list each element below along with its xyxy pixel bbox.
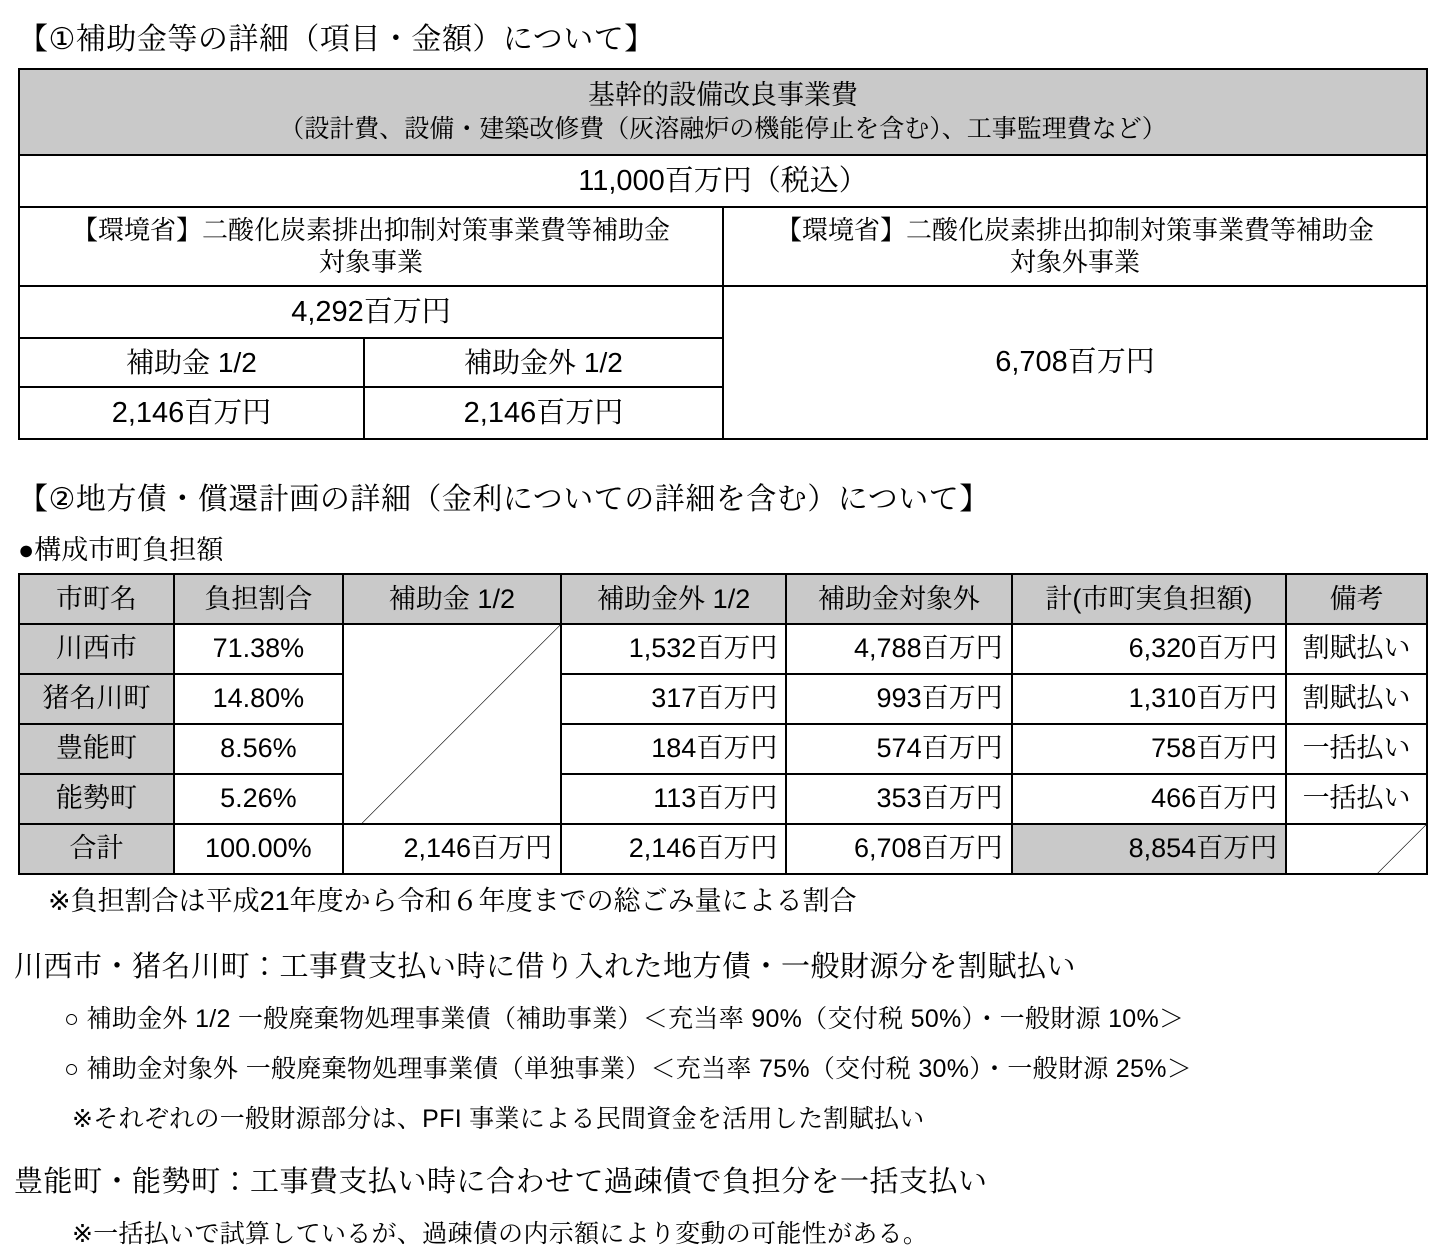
cell-total: 758百万円 <box>1012 724 1287 774</box>
table-row <box>19 155 1427 207</box>
cell-ratio: 100.00% <box>174 824 343 874</box>
cell-subsidy-half: 2,146百万円 <box>343 824 561 874</box>
cell-city: 川西市 <box>19 624 174 674</box>
cell-ratio: 5.26% <box>174 774 343 824</box>
cell-nonsubsidy-half: 1,532百万円 <box>561 624 786 674</box>
subsidy-target-subtotal: 4,292百万円 <box>19 286 723 338</box>
cell-out-of-scope: 4,788百万円 <box>786 624 1011 674</box>
col-out-of-scope: 補助金対象外 <box>786 574 1011 624</box>
cell-remarks-empty <box>1286 824 1427 874</box>
cell-subsidy-half-merged <box>343 624 561 824</box>
section1-heading: 【①補助金等の詳細（項目・金額）について】 <box>18 23 655 56</box>
subsidy-detail-table <box>18 68 1428 440</box>
table-header-row <box>19 574 1427 624</box>
section2-heading: 【②地方債・償還計画の詳細（金利についての詳細を含む）について】 <box>18 483 990 517</box>
municipal-burden-table <box>18 573 1428 875</box>
section2-subheading: ●構成市町負担額 <box>18 535 224 566</box>
table-row <box>19 624 1427 674</box>
diagonal-slash-icon <box>344 625 560 824</box>
table-row <box>19 774 1427 824</box>
col-nonsubsidy-half: 補助金外 1/2 <box>561 574 786 624</box>
subsidy-nontarget-header: 【環境省】二酸化炭素排出抑制対策事業費等補助金 対象外事業 <box>723 207 1427 286</box>
table-row <box>19 207 1427 286</box>
burden-ratio-footnote: ※負担割合は平成21年度から令和６年度までの総ごみ量による割合 <box>48 886 857 917</box>
subsidy-half-value: 2,146百万円 <box>19 387 364 439</box>
cell-out-of-scope: 574百万円 <box>786 724 1011 774</box>
cell-remarks: 割賦払い <box>1286 624 1427 674</box>
table-row <box>19 286 1427 338</box>
table-row <box>19 69 1427 155</box>
note-paragraph-1: 川西市・猪名川町：工事費支払い時に借り入れた地方債・一般財源分を割賦払い <box>14 951 1077 984</box>
nonsubsidy-half-value: 2,146百万円 <box>364 387 723 439</box>
note-bullet-2: ○ 補助金対象外 一般廃棄物処理事業債（単独事業）＜充当率 75%（交付税 30%）・一般財源 25%＞ <box>64 1055 1193 1084</box>
diagonal-slash-icon <box>1287 825 1426 874</box>
cell-city: 合計 <box>19 824 174 874</box>
table-row <box>19 674 1427 724</box>
cell-nonsubsidy-half: 317百万円 <box>561 674 786 724</box>
cell-ratio: 71.38% <box>174 624 343 674</box>
table-row-total <box>19 824 1427 874</box>
project-title-line1: 基幹的設備改良事業費 <box>588 80 858 110</box>
cell-total: 6,320百万円 <box>1012 624 1287 674</box>
col-subsidy-half: 補助金 1/2 <box>343 574 561 624</box>
project-title-line2: （設計費、設備・建築改修費（灰溶融炉の機能停止を含む）、工事監理費など） <box>279 115 1167 144</box>
project-title-cell <box>19 69 1427 155</box>
cell-total: 8,854百万円 <box>1012 824 1287 874</box>
cell-city: 豊能町 <box>19 724 174 774</box>
cell-out-of-scope: 353百万円 <box>786 774 1011 824</box>
cell-city: 能勢町 <box>19 774 174 824</box>
cell-total: 466百万円 <box>1012 774 1287 824</box>
cell-remarks: 一括払い <box>1286 774 1427 824</box>
col-ratio: 負担割合 <box>174 574 343 624</box>
col-remarks: 備考 <box>1286 574 1427 624</box>
cell-remarks: 割賦払い <box>1286 674 1427 724</box>
cell-ratio: 8.56% <box>174 724 343 774</box>
cell-nonsubsidy-half: 2,146百万円 <box>561 824 786 874</box>
project-total-cell: 11,000百万円（税込） <box>19 155 1427 207</box>
cell-total: 1,310百万円 <box>1012 674 1287 724</box>
subsidy-half-label: 補助金 1/2 <box>19 338 364 387</box>
cell-city: 猪名川町 <box>19 674 174 724</box>
cell-ratio: 14.80% <box>174 674 343 724</box>
subsidy-target-header: 【環境省】二酸化炭素排出抑制対策事業費等補助金 対象事業 <box>19 207 723 286</box>
cell-nonsubsidy-half: 184百万円 <box>561 724 786 774</box>
col-total: 計(市町実負担額) <box>1012 574 1287 624</box>
cell-remarks: 一括払い <box>1286 724 1427 774</box>
note-subnote-1: ※それぞれの一般財源部分は、PFI 事業による民間資金を活用した割賦払い <box>72 1105 925 1134</box>
note-subnote-2: ※一括払いで試算しているが、過疎債の内示額により変動の可能性がある。 <box>72 1220 929 1249</box>
cell-out-of-scope: 6,708百万円 <box>786 824 1011 874</box>
nonsubsidy-half-label: 補助金外 1/2 <box>364 338 723 387</box>
cell-out-of-scope: 993百万円 <box>786 674 1011 724</box>
cell-nonsubsidy-half: 113百万円 <box>561 774 786 824</box>
document-page <box>0 14 1450 1249</box>
col-city: 市町名 <box>19 574 174 624</box>
subsidy-nontarget-amount: 6,708百万円 <box>723 286 1427 440</box>
note-paragraph-2: 豊能町・能勢町：工事費支払い時に合わせて過疎債で負担分を一括支払い <box>14 1166 988 1199</box>
note-bullet-1: ○ 補助金外 1/2 一般廃棄物処理事業債（補助事業）＜充当率 90%（交付税 50%）・一般財源 10%＞ <box>64 1005 1185 1034</box>
table-row <box>19 724 1427 774</box>
